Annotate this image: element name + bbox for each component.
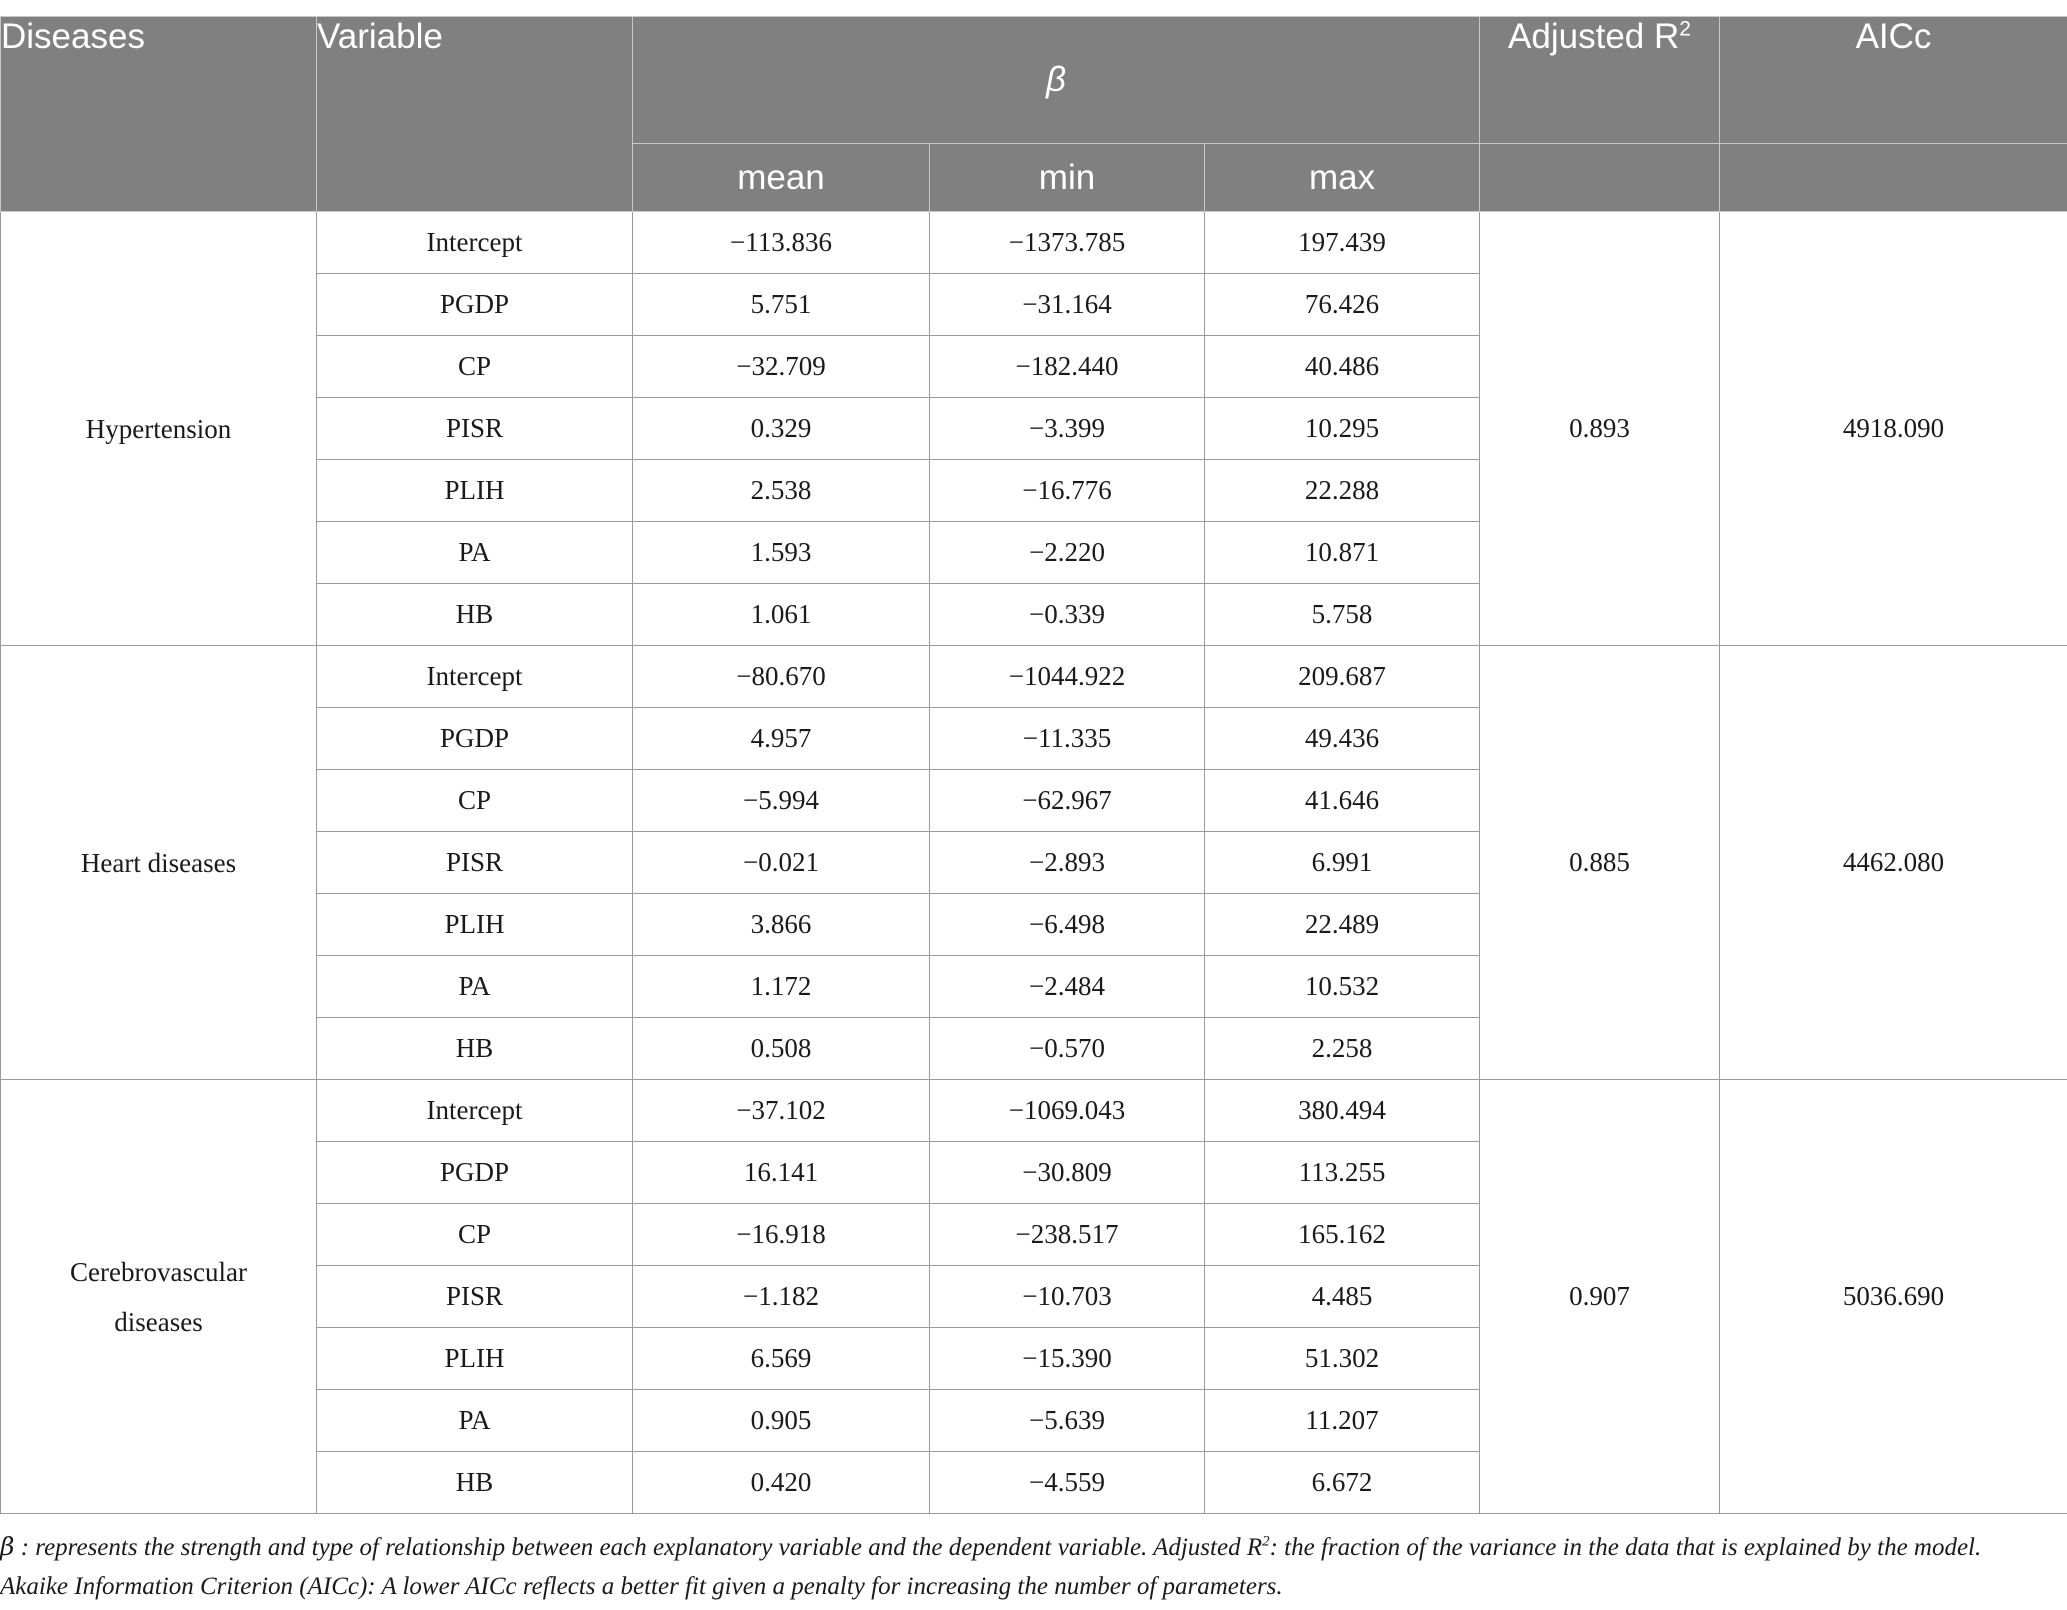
mean-cell: 0.420 — [633, 1452, 930, 1514]
header-aicc: AICc — [1720, 17, 2067, 144]
mean-cell: 4.957 — [633, 708, 930, 770]
variable-cell: PLIH — [317, 1328, 633, 1390]
max-cell: 113.255 — [1205, 1142, 1480, 1204]
max-cell: 10.295 — [1205, 398, 1480, 460]
variable-cell: Intercept — [317, 212, 633, 274]
max-cell: 10.871 — [1205, 522, 1480, 584]
aicc-cell: 4918.090 — [1720, 212, 2067, 646]
min-cell: −30.809 — [930, 1142, 1205, 1204]
min-cell: −2.893 — [930, 832, 1205, 894]
header-adjusted-r2-text: Adjusted R — [1508, 17, 1680, 56]
variable-cell: PA — [317, 522, 633, 584]
mean-cell: −80.670 — [633, 646, 930, 708]
max-cell: 6.991 — [1205, 832, 1480, 894]
mean-cell: 0.508 — [633, 1018, 930, 1080]
variable-cell: CP — [317, 1204, 633, 1266]
variable-cell: PGDP — [317, 708, 633, 770]
min-cell: −0.339 — [930, 584, 1205, 646]
mean-cell: 5.751 — [633, 274, 930, 336]
variable-cell: PISR — [317, 1266, 633, 1328]
variable-cell: CP — [317, 770, 633, 832]
min-cell: −11.335 — [930, 708, 1205, 770]
variable-cell: Intercept — [317, 646, 633, 708]
max-cell: 10.532 — [1205, 956, 1480, 1018]
adjusted-r2-cell: 0.885 — [1480, 646, 1720, 1080]
variable-cell: CP — [317, 336, 633, 398]
variable-cell: PISR — [317, 398, 633, 460]
min-cell: −10.703 — [930, 1266, 1205, 1328]
variable-cell: PA — [317, 956, 633, 1018]
footnote-beta-symbol: β — [0, 1532, 15, 1561]
regression-results-table — [0, 16, 2067, 1514]
max-cell: 22.489 — [1205, 894, 1480, 956]
variable-cell: PISR — [317, 832, 633, 894]
max-cell: 76.426 — [1205, 274, 1480, 336]
min-cell: −62.967 — [930, 770, 1205, 832]
mean-cell: 1.061 — [633, 584, 930, 646]
variable-cell: PGDP — [317, 1142, 633, 1204]
variable-cell: HB — [317, 584, 633, 646]
min-cell: −0.570 — [930, 1018, 1205, 1080]
min-cell: −6.498 — [930, 894, 1205, 956]
min-cell: −15.390 — [930, 1328, 1205, 1390]
adjusted-r2-cell: 0.907 — [1480, 1080, 1720, 1514]
table-footnote — [0, 1527, 2040, 1606]
header-beta: β — [633, 17, 1480, 144]
min-cell: −1044.922 — [930, 646, 1205, 708]
variable-cell: PLIH — [317, 460, 633, 522]
table-row — [1, 646, 2067, 708]
disease-cell — [1, 646, 317, 1080]
max-cell: 11.207 — [1205, 1390, 1480, 1452]
mean-cell: 1.593 — [633, 522, 930, 584]
disease-cell — [1, 212, 317, 646]
table-row — [1, 1080, 2067, 1142]
mean-cell: −37.102 — [633, 1080, 930, 1142]
header-mean: mean — [633, 144, 930, 212]
mean-cell: 2.538 — [633, 460, 930, 522]
min-cell: −4.559 — [930, 1452, 1205, 1514]
min-cell: −5.639 — [930, 1390, 1205, 1452]
max-cell: 41.646 — [1205, 770, 1480, 832]
min-cell: −3.399 — [930, 398, 1205, 460]
variable-cell: Intercept — [317, 1080, 633, 1142]
table-body — [1, 212, 2067, 1514]
variable-cell: HB — [317, 1018, 633, 1080]
table-row — [1, 212, 2067, 274]
max-cell: 4.485 — [1205, 1266, 1480, 1328]
min-cell: −182.440 — [930, 336, 1205, 398]
disease-name: Hypertension — [85, 413, 232, 444]
max-cell: 165.162 — [1205, 1204, 1480, 1266]
max-cell: 6.672 — [1205, 1452, 1480, 1514]
min-cell: −2.220 — [930, 522, 1205, 584]
mean-cell: −113.836 — [633, 212, 930, 274]
adjusted-r2-cell: 0.893 — [1480, 212, 1720, 646]
header-adjusted-r2 — [1480, 17, 1720, 144]
min-cell: −1069.043 — [930, 1080, 1205, 1142]
header-blank-r2 — [1480, 144, 1720, 212]
min-cell: −238.517 — [930, 1204, 1205, 1266]
variable-cell: PLIH — [317, 894, 633, 956]
mean-cell: 0.329 — [633, 398, 930, 460]
min-cell: −31.164 — [930, 274, 1205, 336]
min-cell: −1373.785 — [930, 212, 1205, 274]
max-cell: 22.288 — [1205, 460, 1480, 522]
max-cell: 5.758 — [1205, 584, 1480, 646]
header-diseases: Diseases — [1, 17, 317, 212]
max-cell: 49.436 — [1205, 708, 1480, 770]
max-cell: 380.494 — [1205, 1080, 1480, 1142]
max-cell: 51.302 — [1205, 1328, 1480, 1390]
footnote-text-part1: : represents the strength and type of relationship between each explanatory variable and the dependent variable. Adjusted R — [14, 1534, 1263, 1561]
mean-cell: −1.182 — [633, 1266, 930, 1328]
mean-cell: 6.569 — [633, 1328, 930, 1390]
mean-cell: −5.994 — [633, 770, 930, 832]
table-header — [1, 17, 2067, 212]
max-cell: 40.486 — [1205, 336, 1480, 398]
header-variable: Variable — [317, 17, 633, 212]
mean-cell: −16.918 — [633, 1204, 930, 1266]
disease-name: diseases — [114, 1306, 203, 1337]
header-adjusted-r2-sup: 2 — [1679, 17, 1691, 41]
disease-name: Heart diseases — [80, 847, 237, 878]
mean-cell: 0.905 — [633, 1390, 930, 1452]
mean-cell: 3.866 — [633, 894, 930, 956]
variable-cell: PGDP — [317, 274, 633, 336]
variable-cell: PA — [317, 1390, 633, 1452]
footnote-text-part2: : the fraction of the variance in the data that is explained by the model. Akaike Information Criterion (AICc): A lower AICc reflects a better fit given a penalty for increasing the number of parameters. — [0, 1534, 1982, 1600]
footnote-superscript: 2 — [1262, 1533, 1270, 1550]
header-blank-aicc — [1720, 144, 2067, 212]
max-cell: 209.687 — [1205, 646, 1480, 708]
variable-cell: HB — [317, 1452, 633, 1514]
mean-cell: −32.709 — [633, 336, 930, 398]
disease-name: Cerebrovascular — [70, 1256, 247, 1287]
mean-cell: −0.021 — [633, 832, 930, 894]
header-max: max — [1205, 144, 1480, 212]
max-cell: 2.258 — [1205, 1018, 1480, 1080]
mean-cell: 1.172 — [633, 956, 930, 1018]
aicc-cell: 5036.690 — [1720, 1080, 2067, 1514]
mean-cell: 16.141 — [633, 1142, 930, 1204]
aicc-cell: 4462.080 — [1720, 646, 2067, 1080]
disease-cell — [1, 1080, 317, 1514]
min-cell: −16.776 — [930, 460, 1205, 522]
min-cell: −2.484 — [930, 956, 1205, 1018]
header-min: min — [930, 144, 1205, 212]
max-cell: 197.439 — [1205, 212, 1480, 274]
